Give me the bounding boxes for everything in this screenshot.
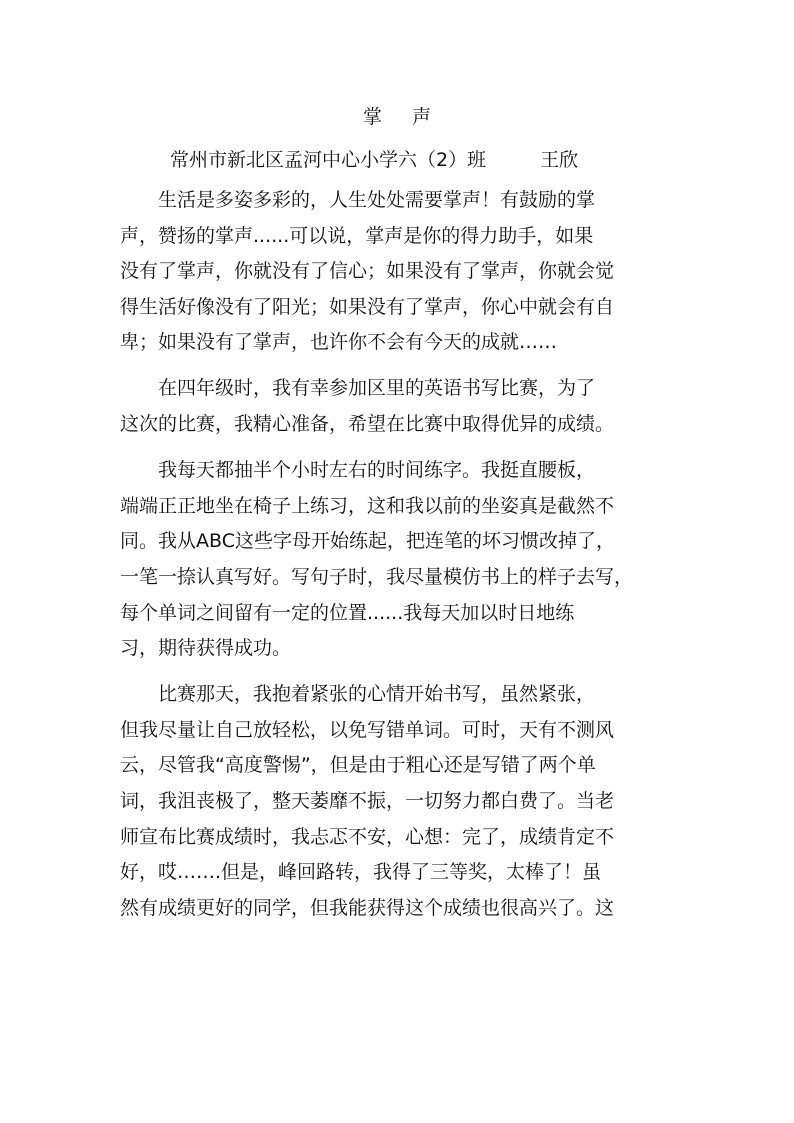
text-line: 师宣布比赛成绩时，我忐忑不安，心想：完了，成绩肯定不 <box>120 825 615 848</box>
paragraph <box>120 183 676 361</box>
paragraph <box>120 453 676 667</box>
text-line: 卑；如果没有了掌声，也许你不会有今天的成就…… <box>120 331 558 354</box>
text-line: 习，期待获得成功。 <box>120 637 292 660</box>
text-line: 每个单词之间留有一定的位置......我每天加以时日地练 <box>120 601 575 624</box>
paragraph <box>120 371 676 442</box>
text-line: 这次的比赛，我精心准备，希望在比赛中取得优异的成绩。 <box>120 413 615 436</box>
text-line: 在四年级时，我有幸参加区里的英语书写比赛，为了 <box>120 377 596 400</box>
text-line: 端端正正地坐在椅子上练习，这和我以前的坐姿真是截然不 <box>120 494 615 517</box>
text-line: 我每天都抽半个小时左右的时间练字。我挺直腰板， <box>120 459 596 482</box>
author-name: 王欣 <box>540 149 579 171</box>
byline <box>170 146 578 174</box>
text-line: 好，哎…….但是，峰回路转，我得了三等奖，太棒了！虽 <box>120 861 602 884</box>
text-line: 但我尽量让自己放轻松，以免写错单词。可时，天有不测风 <box>120 718 615 741</box>
text-line: 得生活好像没有了阳光；如果没有了掌声，你心中就会有自 <box>120 295 615 318</box>
text-line: 词，我沮丧极了，整天萎靡不振，一切努力都白费了。当老 <box>120 790 615 812</box>
text-line: 然有成绩更好的同学，但我能获得这个成绩也很高兴了。这 <box>120 896 615 919</box>
text-line: 没有了掌声，你就没有了信心；如果没有了掌声，你就会觉 <box>120 260 615 283</box>
text-line: 同。我从ABC这些字母开始练起，把连笔的坏习惯改掉了， <box>120 530 615 553</box>
essay-body <box>120 183 676 937</box>
paragraph <box>120 677 676 926</box>
school-class: 常州市新北区孟河中心小学六（2）班 <box>170 149 487 171</box>
text-line: 声，赞扬的掌声......可以说，掌声是你的得力助手，如果 <box>120 224 594 247</box>
text-line: 云，尽管我“高度警惕”，但是由于粗心还是写错了两个单 <box>120 754 596 777</box>
essay-title: 掌 声 <box>362 106 444 128</box>
text-line: 生活是多姿多彩的，人生处处需要掌声！有鼓励的掌 <box>120 189 596 211</box>
text-line: 一笔一捺认真写好。写句子时，我尽量模仿书上的样子去写， <box>120 565 634 588</box>
text-line: 比赛那天，我抱着紧张的心情开始书写，虽然紧张， <box>120 683 596 706</box>
